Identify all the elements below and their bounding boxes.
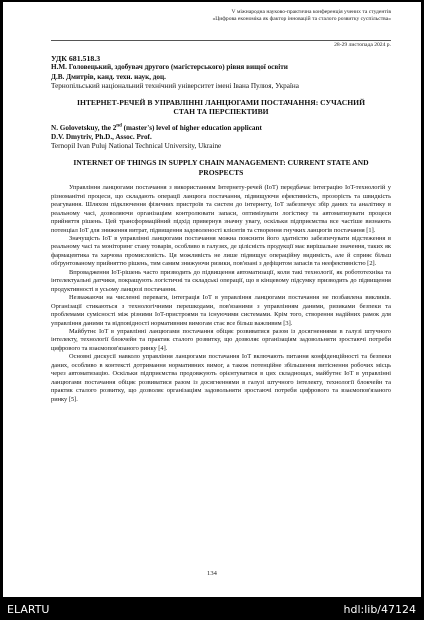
english-affiliation: Ternopil Ivan Puluj National Technical University, Ukraine [51, 142, 222, 151]
paragraph-6: Основні дискусії навколо управління ланцюгами постачання IoT включають питання конфіденційності та безпеки даних, особливо в контексті дотримання нормативних вимог, а також потенційне збільшення витіснення робочих місць через автоматизацію. Оскільки підприємства продовжують орієнтуватися в цих складнощах, майбутнє IoT в управлінні ланцюгами постачання обіцяє розвиватися разом із досягненнями в галузі штучного інтелекту, технології блокчейн та практик сталого розвитку, що дозволяє організаціям задовольняти зростаючі потреби цифрового та взаємопов'язаного ринку [5]. [51, 353, 391, 403]
paragraph-2: Значущість IoT в управлінні ланцюгами постачання можна пояснити його здатністю забезпечувати відстеження в реальному часі та моніторинг стану товарів, особливо в галузях, де цілісність продукції має вирішальне значення, таких як фармацевтика та харчова промисловість. Ця можливість не лише підвищує операційну видимість, але й сприяє більш обґрунтованому прийняттю рішень, тим самим знижуючи ризики, пов'язані з дефіцитом запасів та неефективністю [2]. [51, 234, 391, 268]
conference-date: 28-29 листопада 2024 р. [334, 42, 391, 48]
paragraph-1: Управління ланцюгами постачання з використанням Інтернету-речей (IoT) передбачає інтеграцію IoT-технологій у різноманітні процеси, що складають операції ланцюга постачання, підвищуючи ефективність, прозорість та швидкість реагування. Шляхом підключення фізичних пристроїв та систем до інтернету, IoT забезпечує збір даних та аналітику в реальному часі, дозволяючи організаціям контролювати запаси, оптимізувати логістику та автоматизувати процеси прийняття рішень. Цей трансформаційний підхід привернув значну увагу, оскільки підприємства все частіше визнають потенціал IoT для зниження витрат, підвищення задоволеності клієнтів та створення гнучких ланцюгів постачання [1]. [51, 184, 391, 234]
header-divider [51, 40, 391, 41]
ukrainian-author-1: Н.М. Головецький, здобувач другого (магістерського) рівня вищої освіти [51, 63, 288, 72]
ukrainian-author-2: Д.В. Дмитрів, канд. техн. наук, доц. [51, 72, 166, 81]
conference-header [91, 9, 391, 23]
english-author-1-rest: (master's) level of higher education applicant [121, 123, 262, 132]
handle-id: hdl:lib/47124 [343, 603, 416, 616]
english-author-1-name: N. Golovetskuy, the 2 [51, 123, 117, 132]
udk-code: УДК 681.518.3 [51, 54, 101, 63]
english-author-2: D.V. Dmytriv, Ph.D., Assoc. Prof. [51, 133, 152, 142]
paragraph-3: Впровадження IoT-рішень часто призводить до підвищення автоматизації, коли такі технології, як робототехніка та інтелектуальні датчики, покращують логістичні та складські операції, що в кінцевому підсумку призводить до підвищення продуктивності в усьому ланцюзі постачання. [51, 268, 391, 293]
conference-header-line1: V міжнародна науково-практична конференція учених та студентів [231, 9, 391, 15]
english-title: INTERNET OF THINGS IN SUPPLY CHAIN MANAGEMENT: CURRENT STATE AND PROSPECTS [73, 158, 369, 177]
paragraph-5: Майбутнє IoT в управлінні ланцюгами постачання обіцяє розвиватися разом із досягненнями в галузі штучного інтелекту, технології блокчейн та практик сталого розвитку, що дозволяє організаціям задовольняти зростаючі потреби цифрового та взаємопов'язаного ринку [4]. [51, 327, 391, 352]
paragraph-4: Незважаючи на численні переваги, інтеграція IoT в управління ланцюгами постачання не позбавлена викликів. Організації стикаються з технологічними перешкодами, пов'язаними з управлінням даними, ризиками безпеки та проблемами сумісності між різними IoT-пристроями та існуючими системами. Крім того, створення надійних рамок для управління даними та відповідності нормативним вимогам стає все більш важливим [3]. [51, 294, 391, 327]
repository-label: ELARTU [7, 603, 50, 616]
english-author-1-sup: nd [116, 123, 122, 129]
ukrainian-title: ІНТЕРНЕТ-РЕЧЕЙ В УПРАВЛІННІ ЛАНЦЮГАМИ ПОСТАЧАННЯ: СУЧАСНИЙ СТАН ТА ПЕРСПЕКТИВИ [77, 98, 365, 117]
page-number: 134 [207, 570, 217, 577]
ukrainian-affiliation: Тернопільський національний технічний університет імені Івана Пулюя, Україна [51, 81, 299, 90]
document-page [3, 2, 421, 597]
english-author-1 [51, 124, 391, 133]
article-body [51, 54, 391, 404]
conference-header-line2: «Цифрова економіка як фактор інновацій та сталого розвитку суспільства» [212, 16, 391, 23]
